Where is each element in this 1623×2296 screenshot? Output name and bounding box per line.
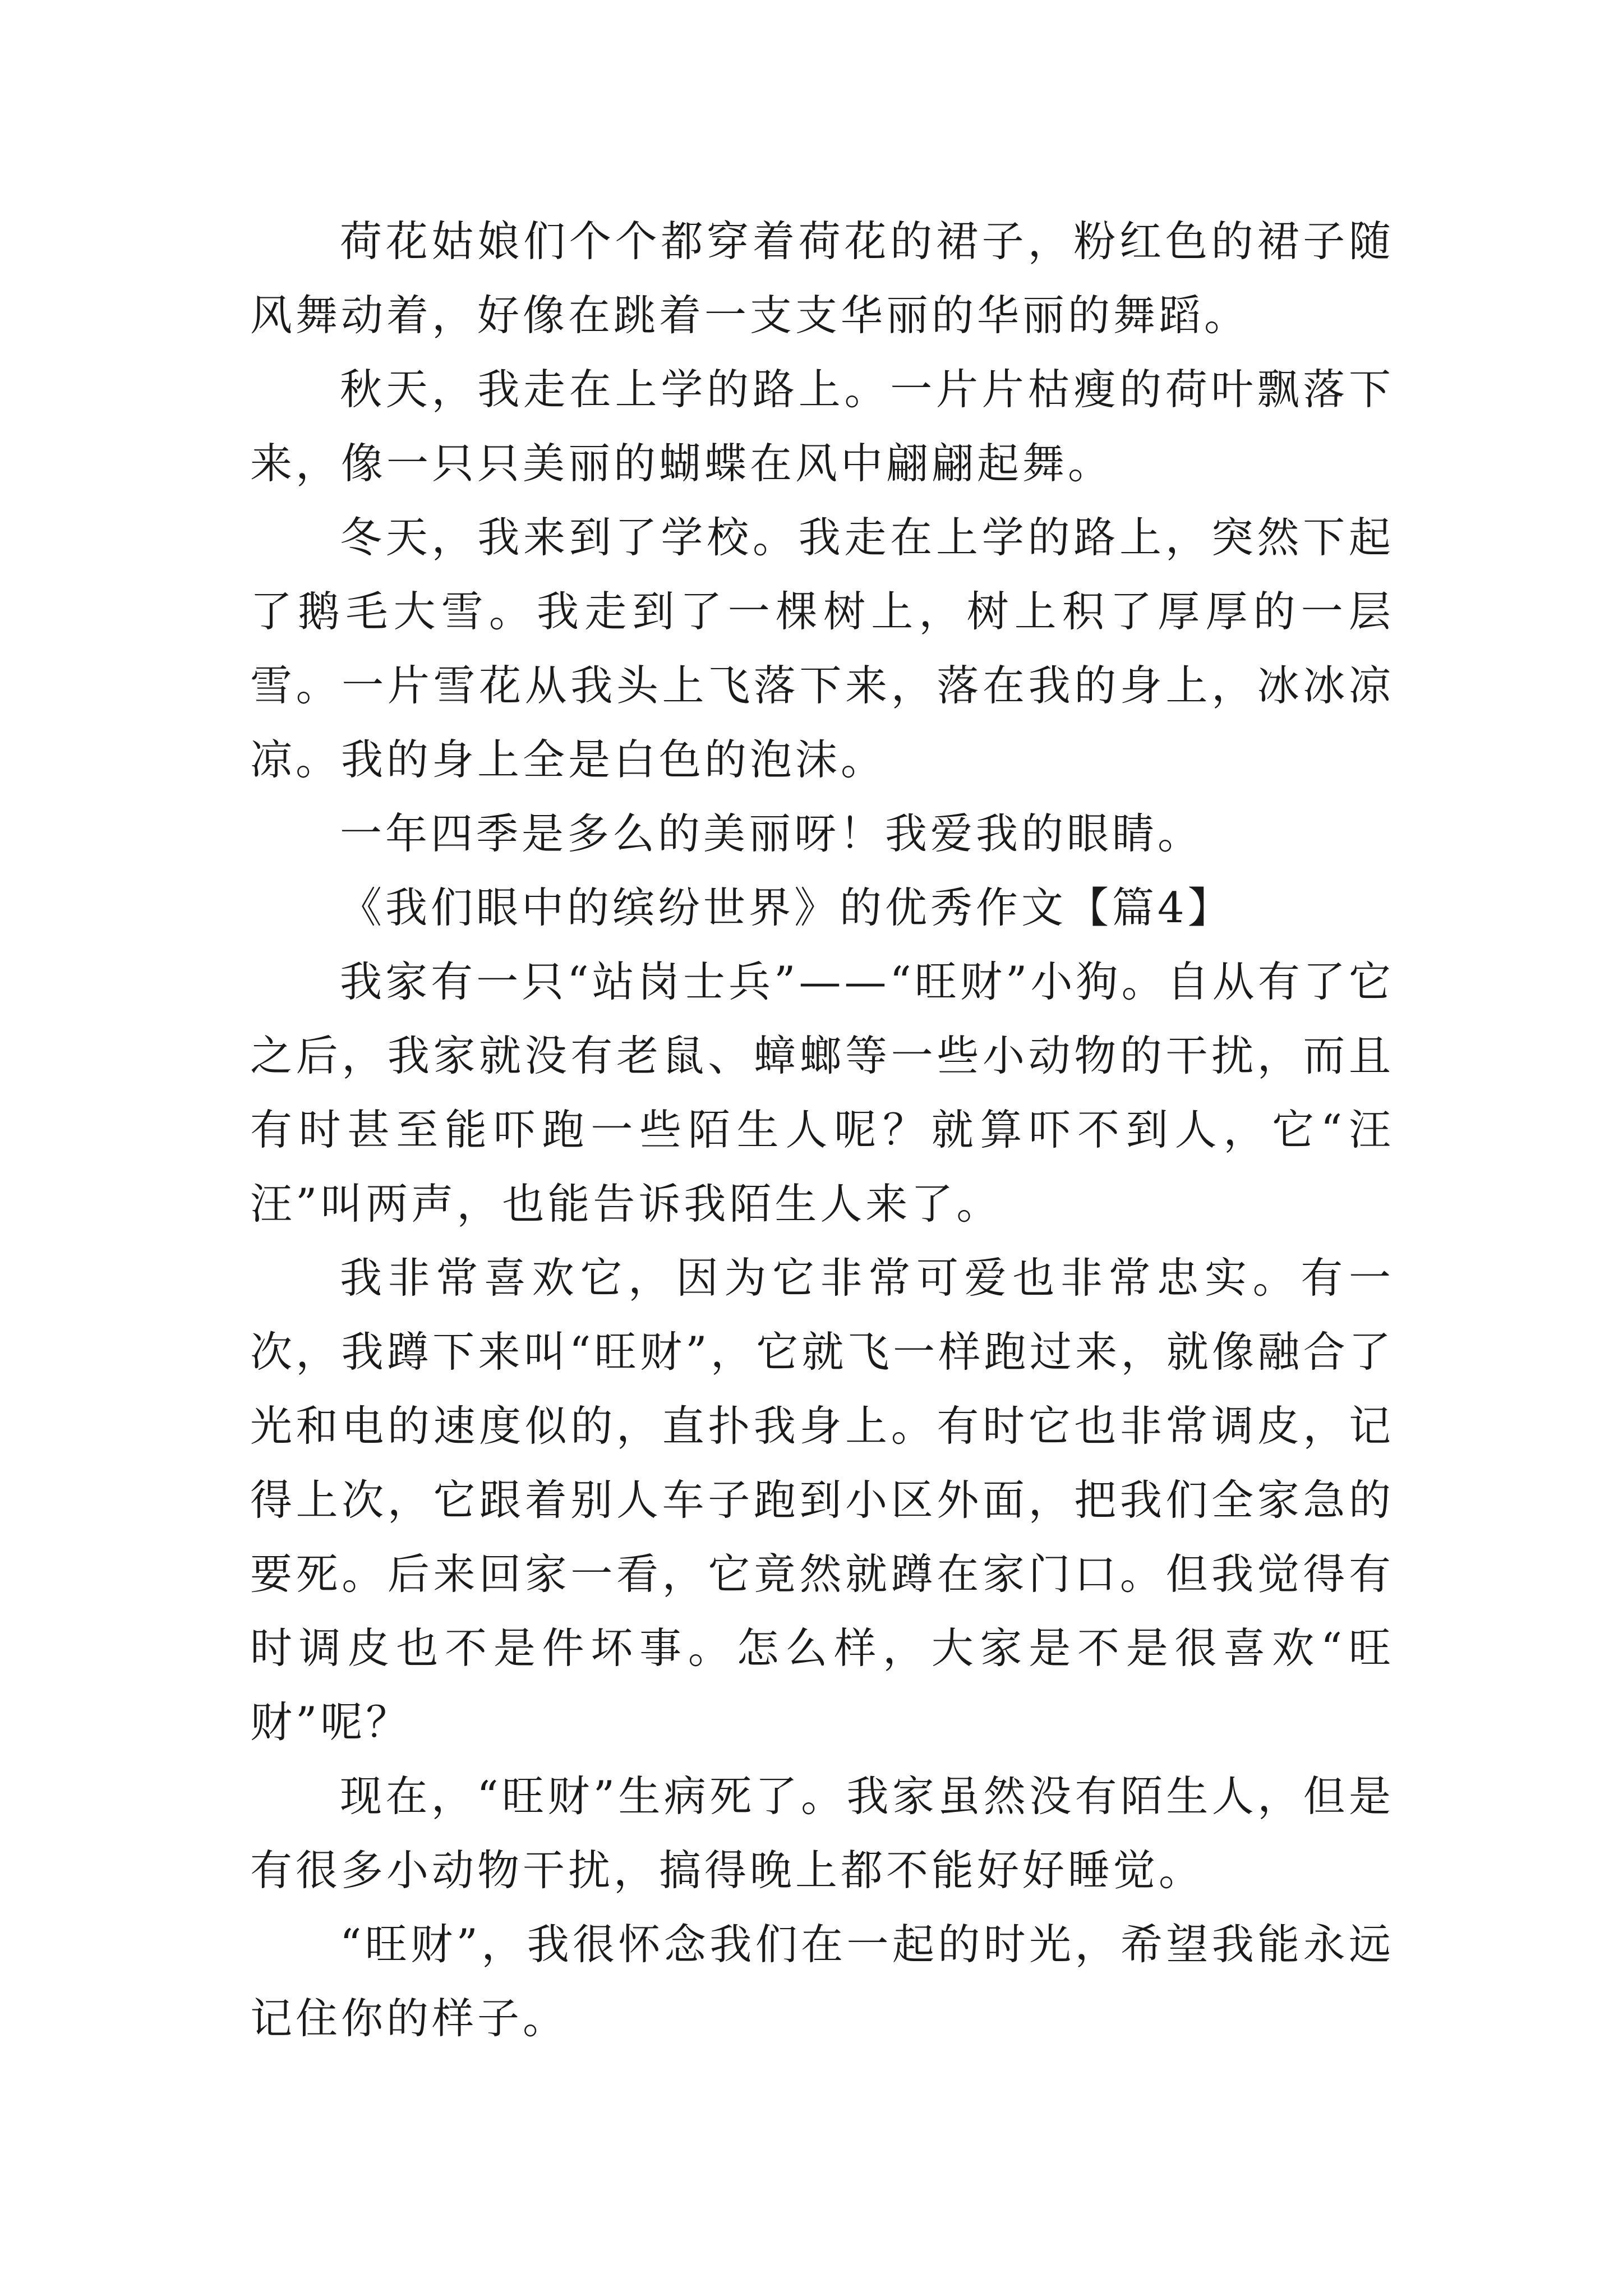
paragraph-lotus-girls: 荷花姑娘们个个都穿着荷花的裙子，粉红色的裙子随风舞动着，好像在跳着一支支华丽的华丽的舞蹈。 <box>250 217 1394 340</box>
paragraph-dog-died: 现在，“旺财”生病死了。我家虽然没有陌生人，但是有很多小动物干扰，搞得晚上都不能好好睡觉。 <box>250 1772 1394 1895</box>
paragraph-remember: “旺财”，我很怀念我们在一起的时光，希望我能永远记住你的样子。 <box>250 1920 1394 2043</box>
paragraph-love-the-dog: 我非常喜欢它，因为它非常可爱也非常忠实。有一次，我蹲下来叫“旺财”，它就飞一样跑过来，就像融合了光和电的速度似的，直扑我身上。有时它也非常调皮，记得上次，它跟着别人车子跑到小区外面，把我们全家急的要死。后来回家一看，它竟然就蹲在家门口。但我觉得有时调皮也不是件坏事。怎么样，大家是不是很喜欢“旺财”呢？ <box>250 1253 1394 1747</box>
essay-body <box>250 204 1394 2055</box>
paragraph-winter: 冬天，我来到了学校。我走在上学的路上，突然下起了鹅毛大雪。我走到了一棵树上，树上积了厚厚的一层雪。一片雪花从我头上飞落下来，落在我的身上，冰冰凉凉。我的身上全是白色的泡沫。 <box>250 513 1394 784</box>
paragraph-autumn: 秋天，我走在上学的路上。一片片枯瘦的荷叶飘落下来，像一只只美丽的蝴蝶在风中翩翩起舞。 <box>250 365 1394 488</box>
paragraph-four-seasons: 一年四季是多么的美丽呀！我爱我的眼睛。 <box>340 809 1204 858</box>
paragraph-guard-dog: 我家有一只“站岗士兵”——“旺财”小狗。自从有了它之后，我家就没有老鼠、蟑螂等一些小动物的干扰，而且有时甚至能吓跑一些陌生人呢？就算吓不到人，它“汪汪”叫两声，也能告诉我陌生人来了。 <box>250 957 1394 1228</box>
essay-title-part-4: 《我们眼中的缤纷世界》的优秀作文【篇4】 <box>340 883 1233 932</box>
